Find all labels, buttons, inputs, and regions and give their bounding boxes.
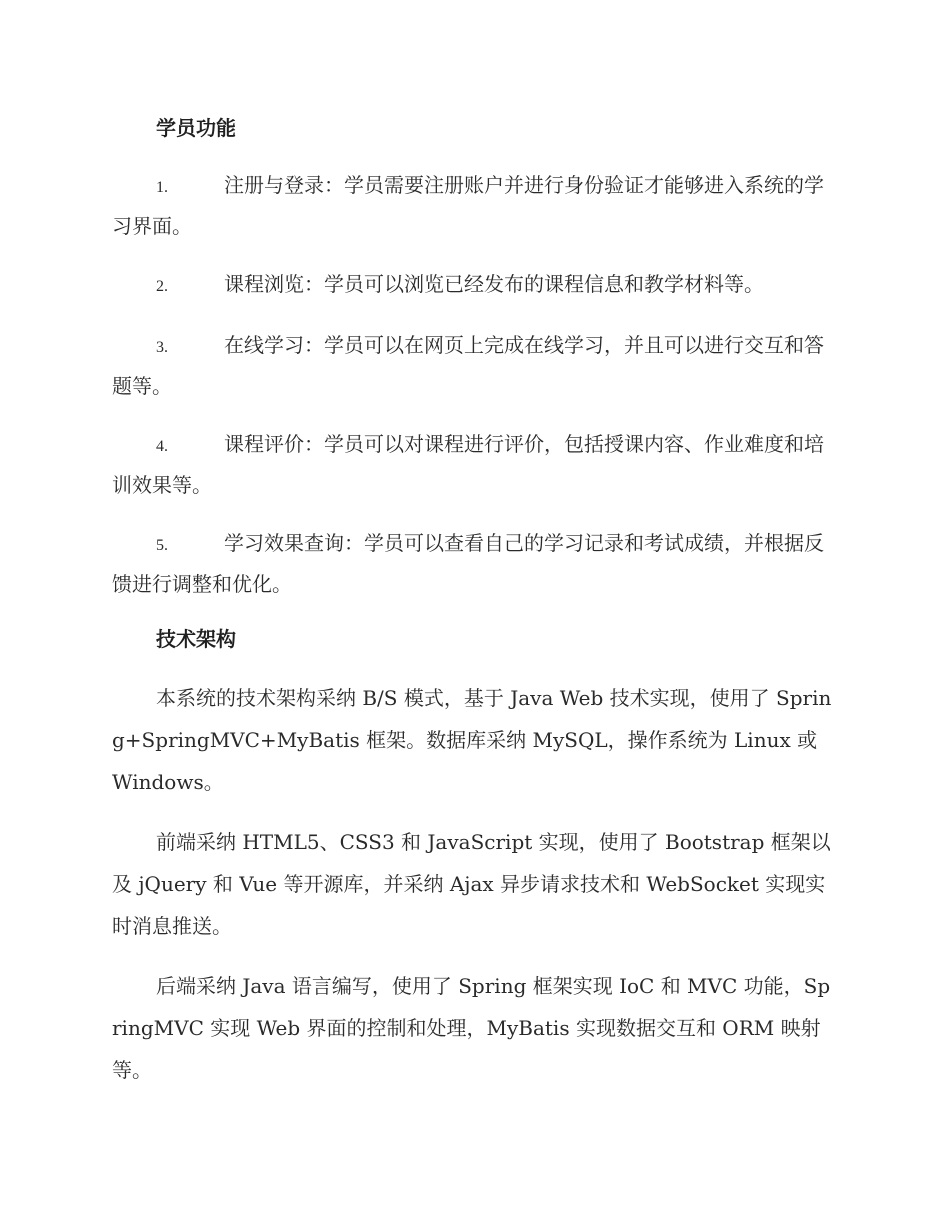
list-item — [112, 265, 834, 306]
list-item-text: 课程浏览：学员可以浏览已经发布的课程信息和教学材料等。 — [224, 272, 764, 296]
paragraph-backend: 后端采纳 Java 语言编写，使用了 Spring 框架实现 IoC 和 MVC 功能，SpringMVC 实现 Web 界面的控制和处理，MyBatis 实现数据交互和 ORM 映射等。 — [112, 974, 831, 1082]
list-item-text: 在线学习：学员可以在网页上完成在线学习，并且可以进行交互和答题等。 — [112, 333, 824, 398]
list-item — [112, 425, 834, 504]
list-item — [112, 166, 834, 245]
list-item-number: 4. — [156, 438, 168, 455]
list-item — [112, 524, 834, 603]
list-item-number: 3. — [156, 339, 168, 356]
paragraph-architecture-overview: 本系统的技术架构采纳 B/S 模式，基于 Java Web 技术实现，使用了 Spring+SpringMVC+MyBatis 框架。数据库采纳 MySQL，操作系统为 Linux 或 Windows。 — [112, 686, 832, 794]
section-heading-student-functions: 学员功能 — [156, 116, 236, 140]
list-item-number: 1. — [156, 179, 168, 196]
list-item-text: 学习效果查询：学员可以查看自己的学习记录和考试成绩，并根据反馈进行调整和优化。 — [112, 531, 824, 596]
section-heading-tech-architecture: 技术架构 — [156, 627, 236, 651]
list-item-number: 5. — [156, 537, 168, 554]
list-item — [112, 326, 834, 405]
list-item-text: 课程评价：学员可以对课程进行评价，包括授课内容、作业难度和培训效果等。 — [112, 432, 824, 497]
list-item-text: 注册与登录：学员需要注册账户并进行身份验证才能够进入系统的学习界面。 — [112, 173, 824, 238]
list-item-number: 2. — [156, 278, 168, 295]
paragraph-frontend: 前端采纳 HTML5、CSS3 和 JavaScript 实现，使用了 Bootstrap 框架以及 jQuery 和 Vue 等开源库，并采纳 Ajax 异步请求技术和 WebSocket 实现实时消息推送。 — [112, 830, 831, 938]
document-content — [112, 112, 834, 1109]
